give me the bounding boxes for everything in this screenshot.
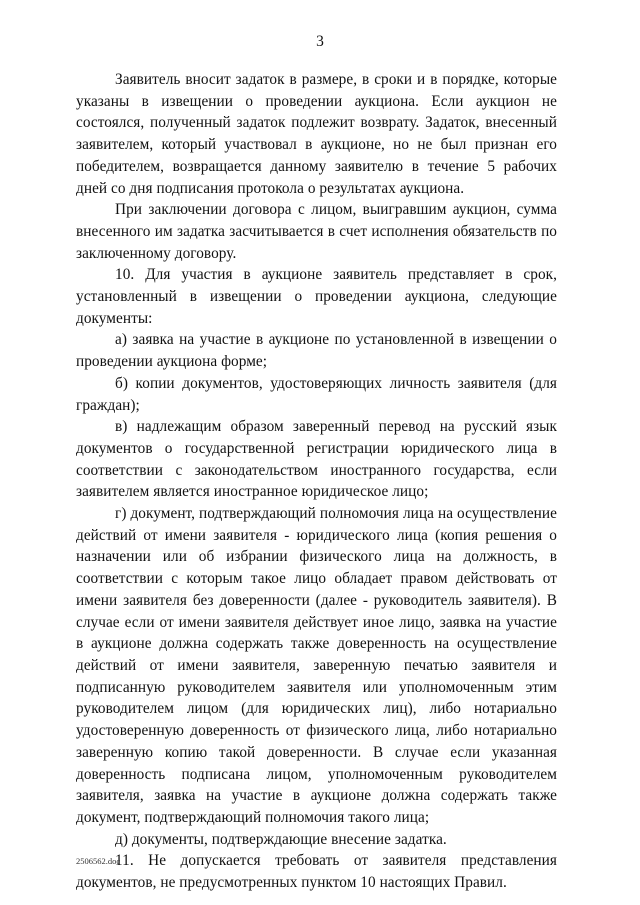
paragraph-item-10v: в) надлежащим образом заверенный перевод на русский язык документов о государственной регистрации юридического лица в соответствии с законодательством иностранного государства, если заявителем является иностранное юридическое лицо; (76, 418, 557, 501)
paragraph-item-10g: г) документ, подтверждающий полномочия лица на осуществление действий от имени заявителя - юридического лица (копия решения о назначении или об избрании физического лица на должность, в соответствии с которым такое лицо обладает правом действовать от имени заявителя без доверенности (далее - руководитель заявителя). В случае если от имени заявителя действует иное лицо, заявка на участие в аукционе должна содержать также доверенность на осуществление действий от имени заявителя, заверенную печатью заявителя и подписанную руководителем заявителя или уполномоченным этим руководителем лицом (для юридических лиц), либо нотариально удостоверенную доверенность от физического лица, либо нотариально заверенную копию такой доверенности. В случае если указанная доверенность подписана лицом, уполномоченным руководителем заявителя, заявка на участие в аукционе должна содержать также документ, подтверждающий полномочия такого лица; (76, 505, 557, 826)
document-body (76, 69, 557, 894)
paragraph-item-10b: б) копии документов, удостоверяющих личность заявителя (для граждан); (76, 374, 557, 414)
footer-filename: 2506562.doc (76, 856, 121, 866)
page-number: 3 (316, 33, 324, 50)
paragraph-item-10: 10. Для участия в аукционе заявитель представляет в срок, установленный в извещении о проведении аукциона, следующие документы: (76, 266, 557, 327)
paragraph-item-11: 11. Не допускается требовать от заявителя представления документов, не предусмотренных пунктом 10 настоящих Правил. (76, 852, 557, 892)
paragraph-item-10d: д) документы, подтверждающие внесение задатка. (115, 830, 447, 848)
paragraph-deposit-credit: При заключении договора с лицом, выигравшим аукцион, сумма внесенного им задатка засчитывается в счет исполнения обязательств по заключенному договору. (76, 201, 557, 262)
paragraph-deposit: Заявитель вносит задаток в размере, в сроки и в порядке, которые указаны в извещении о проведении аукциона. Если аукцион не состоялся, полученный задаток подлежит возврату. Задаток, внесенный заявителем, который участвовал в аукционе, но не был признан его победителем, возвращается данному заявителю в течение 5 рабочих дней со дня подписания протокола о результатах аукциона. (76, 71, 557, 197)
paragraph-item-10a: а) заявка на участие в аукционе по установленной в извещении о проведении аукциона форме; (76, 331, 557, 371)
